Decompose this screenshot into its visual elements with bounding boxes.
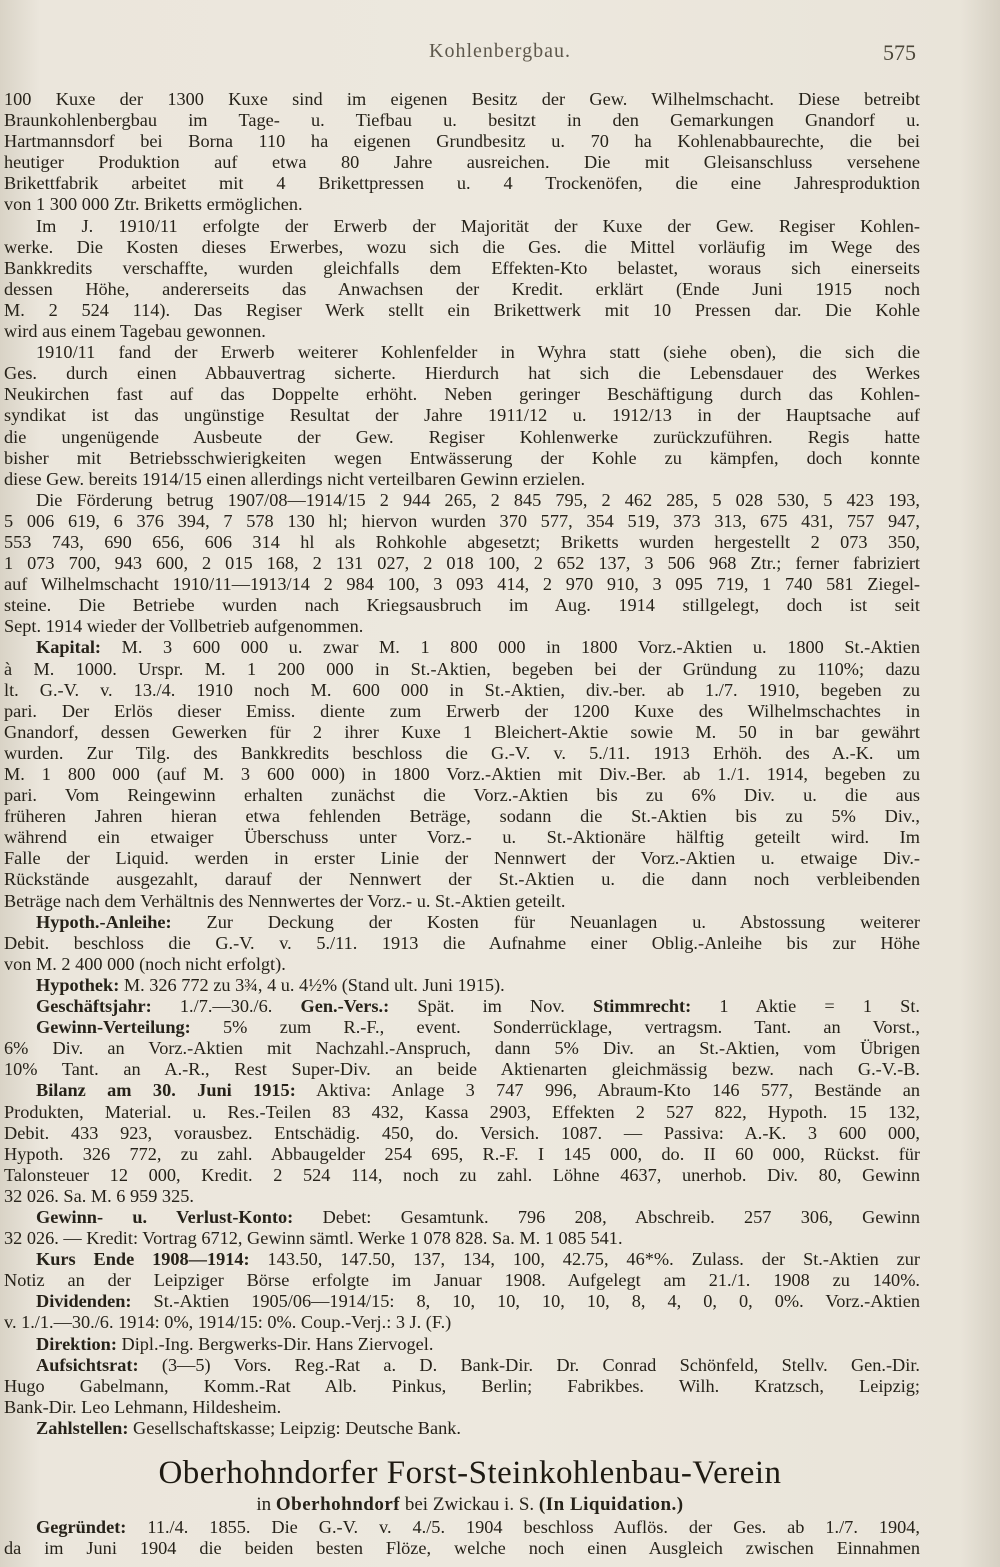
text-segment: Gesellschaftskasse; Leipzig: Deutsche Bank.: [128, 1417, 461, 1438]
section-spacer: [0, 1439, 1000, 1451]
text-line: M. 1 800 000 (auf M. 3 600 000) in 1800 Vorz.-Aktien mit Div.-Ber. ab 1./1. 1914, begeben zu: [4, 764, 920, 784]
section-label-kapital: Kapital:: [36, 637, 102, 658]
text-line: von M. 2 400 000 (noch nicht erfolgt).: [4, 953, 286, 974]
text-line: steine. Die Betriebe wurden nach Kriegsausbruch im Aug. 1914 stillgelegt, doch ist seit: [4, 595, 920, 616]
text-line-gewinn-verlust: [0, 1207, 1000, 1228]
text-line: bisher mit Betriebsschwierigkeiten wegen Entwässerung der Kohle zu kämpfen, doch konnte: [4, 447, 920, 468]
page-number: 575: [883, 40, 916, 65]
text-segment: Spät. im Nov.: [389, 996, 594, 1017]
text-line: Hypoth. 326 772, zu zahl. Abbaugelder 254 695, R.-F. I 145 000, do. II 60 000, Rückst. für: [4, 1143, 920, 1164]
section-label-aufsichtsrat: Aufsichtsrat:: [36, 1354, 139, 1375]
company-status: (In Liquidation.): [538, 1494, 684, 1515]
text-line: pari. Vom Reingewinn erhalten zunächst die Vorz.-Aktien bis zu 6% Div. u. die aus: [4, 785, 920, 806]
text-line: pari. Der Erlös dieser Emiss. diente zum Erwerb der 1200 Kuxe des Wilhelmschachtes in: [4, 700, 920, 721]
text-line-zahlstellen: [0, 1418, 1000, 1439]
text-segment: Dipl.-Ing. Bergwerks-Dir. Hans Ziervogel.: [116, 1333, 434, 1354]
text-line-kapital: [0, 637, 1000, 658]
text-line: Beträge nach dem Verhältnis des Nennwertes der Vorz.- u. St.-Aktien geteilt.: [4, 890, 566, 911]
text-line: 1 073 700, 943 600, 2 015 168, 2 131 027, 2 018 100, 2 652 137, 3 506 968 Ztr.; ferner fabriziert: [4, 553, 920, 574]
text-line: heutiger Produktion auf etwa 80 Jahre ausreichen. Die mit Gleisanschluss versehene: [4, 152, 920, 173]
text-line: 32 026. — Kredit: Vortrag 6712, Gewinn sämtl. Werke 1 078 828. Sa. M. 1 085 541.: [4, 1228, 623, 1249]
text-line-gewinn-verteilung: [0, 1017, 1000, 1038]
section-label-zahlstellen: Zahlstellen:: [36, 1417, 129, 1438]
section-label-gewinn-verlust: Gewinn- u. Verlust-Konto:: [36, 1206, 294, 1227]
text-line: Hugo Gabelmann, Komm.-Rat Alb. Pinkus, Berlin; Fabrikbes. Wilh. Kratzsch, Leipzig;: [4, 1375, 920, 1396]
text-line-bilanz: [0, 1080, 1000, 1101]
text-line: wurden. Zur Tilg. des Bankkredits beschloss die G.-V. v. 5./11. 1913 Erhöh. des A.-K. um: [4, 742, 920, 763]
section-label-stimmrecht: Stimmrecht:: [593, 996, 692, 1017]
text-line: Sept. 1914 wieder der Vollbetrieb aufgenommen.: [4, 616, 364, 637]
company-location: [0, 1491, 1000, 1517]
text-line: syndikat ist das ungünstige Resultat der Jahre 1911/12 u. 1912/13 in der Hauptsache auf: [4, 405, 920, 426]
text-line: 1910/11 fand der Erwerb weiterer Kohlenfelder in Wyhra statt (siehe oben), die sich die: [36, 342, 920, 363]
text-line: Talonsteuer 12 000, Kredit. 2 524 114, noch zu zahl. Löhne 4637, unerhob. Div. 80, Gewinn: [4, 1164, 920, 1185]
text-line: wird aus einem Tagebau gewonnen.: [4, 321, 266, 342]
text-line: lt. G.-V. v. 13./4. 1910 noch M. 600 000 in St.-Aktien, div.-ber. ab 1./7. 1910, begeben zu: [4, 679, 920, 700]
text-line: Debit. beschloss die G.-V. v. 5./11. 1913 die Aufnahme einer Oblig.-Anleihe bis zur Höhe: [4, 932, 920, 953]
text-line: Ges. durch einen Abbauvertrag sicherte. Hierdurch hat sich die Lebensdauer des Werkes: [4, 363, 920, 384]
text-line: von 1 300 000 Ztr. Briketts ermöglichen.: [4, 194, 303, 215]
text-line: Neukirchen fast auf das Doppelte erhöht. Neben geringer Beschäftigung durch das Kohlen-: [4, 384, 920, 405]
text-line-hypothek: [0, 975, 1000, 996]
text-segment: Aktiva: Anlage 3 747 996, Abraum-Kto 146 577, Bestände an: [295, 1080, 921, 1101]
section-label-gen-vers: Gen.-Vers.:: [300, 996, 390, 1017]
text-line: 553 743, 690 656, 606 314 hl als Rohkohle abgesetzt; Briketts wurden hergestellt 2 073 350,: [4, 531, 920, 552]
text-segment: St.-Aktien 1905/06—1914/15: 8, 10, 10, 10, 10, 8, 4, 0, 0, 0%. Vorz.-Aktien: [131, 1291, 920, 1312]
text-line-dividenden: [0, 1291, 1000, 1312]
text-line: Rückstände ausgezahlt, darauf der Nennwert der St.-Aktien u. die dann noch verbleibenden: [4, 869, 920, 890]
text-line: diese Gew. bereits 1914/15 einen allerdings nicht verteilbaren Gewinn erzielen.: [4, 468, 586, 489]
text-line: da im Juni 1904 die beiden besten Flöze, welche noch einen Ausgleich zwischen Einnahmen: [4, 1538, 920, 1559]
text-line-direktion: [0, 1334, 1000, 1355]
text-line: Debit. 433 923, vorausbez. Entschädig. 450, do. Versich. 1087. — Passiva: A.-K. 3 600 000,: [4, 1122, 920, 1143]
section-label-gegruendet: Gegründet:: [36, 1517, 127, 1537]
text-segment: Zur Deckung der Kosten für Neuanlagen u. Abstossung weiterer: [171, 911, 920, 932]
section-label-gewinn-verteilung: Gewinn-Verteilung:: [36, 1017, 191, 1038]
text-segment: 11./4. 1855. Die G.-V. v. 4./5. 1904 beschloss Auflös. der Ges. ab 1./7. 1904,: [126, 1517, 920, 1537]
text-line: während ein etwaiger Überschuss unter Vorz.- u. St.-Aktionäre hälftig geteilt wird. Im: [4, 827, 920, 848]
text-segment: Debet: Gesamtunk. 796 208, Abschreib. 257 306, Gewinn: [293, 1206, 921, 1227]
company-title: Oberhohndorfer Forst-Steinkohlenbau-Verein: [158, 1455, 782, 1491]
text-segment: 1./7.—30./6.: [151, 996, 301, 1017]
text-line: Falle der Liquid. werden in erster Linie der Nennwert der Vorz.-Aktien u. etwaige Div.-: [4, 848, 920, 869]
text-segment: 143.50, 147.50, 137, 134, 100, 42.75, 46*%. Zulass. der St.-Aktien zur: [249, 1249, 920, 1270]
text-segment: M. 3 600 000 u. zwar M. 1 800 000 in 1800 Vorz.-Aktien u. 1800 St.-Aktien: [101, 637, 920, 658]
text-line: 5 006 619, 6 376 394, 7 578 130 hl; hiervon wurden 370 577, 354 519, 373 313, 675 431, 757 947,: [4, 510, 920, 531]
section-label-kurs: Kurs Ende 1908—1914:: [36, 1249, 250, 1270]
section-label-bilanz: Bilanz am 30. Juni 1915:: [36, 1080, 296, 1101]
text-line: Bank-Dir. Leo Lehmann, Hildesheim.: [4, 1396, 282, 1417]
text-segment: 1 Aktie = 1 St.: [691, 996, 920, 1017]
text-line: auf Wilhelmschacht 1910/11—1913/14 2 984 100, 3 093 414, 2 970 910, 3 095 719, 1 740 581 Ziegel-: [4, 574, 920, 595]
section-label-hypothek: Hypothek:: [36, 974, 120, 995]
text-line: 100 Kuxe der 1300 Kuxe sind im eigenen Besitz der Gew. Wilhelmschacht. Diese betreibt: [4, 89, 920, 109]
running-head: Kohlenbergbau.: [429, 40, 571, 62]
text-line-kurs: [0, 1249, 1000, 1270]
text-line: 32 026. Sa. M. 6 959 325.: [4, 1185, 194, 1206]
text-segment: 5% zum R.-F., event. Sonderrücklage, vertragsm. Tant. an Vorst.,: [190, 1017, 920, 1038]
text-segment: (3—5) Vors. Reg.-Rat a. D. Bank-Dir. Dr. Conrad Schönfeld, Stellv. Gen.-Dir.: [138, 1354, 920, 1375]
text-segment: in: [256, 1494, 276, 1515]
text-line: M. 2 524 114). Das Regiser Werk stellt ein Brikettwerk mit 10 Pressen dar. Die Kohle: [4, 299, 920, 320]
text-line: 10% Tant. an A.-R., Rest Super-Div. an beide Aktienarten gleichmässig bezw. nach G.-V.-B.: [4, 1059, 920, 1080]
text-segment: M. 326 772 zu 3¾, 4 u. 4½% (Stand ult. Juni 1915).: [119, 974, 505, 995]
text-line-geschaeftsjahr: [0, 996, 1000, 1017]
text-line: Produkten, Material. u. Res.-Teilen 83 432, Kassa 2903, Effekten 2 527 822, Hypoth. 15 132,: [4, 1101, 920, 1122]
text-line: 6% Div. an Vorz.-Aktien mit Nachzahl.-Anspruch, dann 5% Div. an St.-Aktien, vom Übrigen: [4, 1038, 920, 1059]
text-line: Gnandorf, dessen Gewerken für 2 ihrer Kuxe 1 Bleichert-Aktie sowie M. 50 in bar gewährt: [4, 721, 920, 742]
text-line: Hartmannsdorf bei Borna 110 ha eigenen Grundbesitz u. 70 ha Kohlenabbaurechte, die bei: [4, 131, 920, 152]
text-line-hypoth-anleihe: [0, 912, 1000, 933]
text-line: Notiz an der Leipziger Börse erfolgte im Januar 1908. Aufgelegt am 21./1. 1908 zu 140%.: [4, 1270, 920, 1291]
text-line: v. 1./1.—30./6. 1914: 0%, 1914/15: 0%. Coup.-Verj.: 3 J. (F.): [4, 1312, 452, 1333]
text-line: früheren Jahren hieran etwa fehlenden Beträge, sodann die St.-Aktien bis zu 5% Div.,: [4, 806, 920, 827]
text-line-gegruendet: [0, 1517, 1000, 1538]
article-body: [0, 89, 1000, 1559]
text-line: Die Förderung betrug 1907/08—1914/15 2 944 265, 2 845 795, 2 462 285, 5 028 530, 5 423 193,: [36, 489, 920, 510]
section-label-geschaeftsjahr: Geschäftsjahr:: [36, 996, 152, 1017]
section-label-dividenden: Dividenden:: [36, 1291, 132, 1312]
text-line: à M. 1000. Urspr. M. 1 200 000 in St.-Aktien, begeben bei der Gründung zu 110%; dazu: [4, 658, 920, 679]
text-line: Im J. 1910/11 erfolgte der Erwerb der Majorität der Kuxe der Gew. Regiser Kohlen-: [36, 215, 920, 236]
text-line-aufsichtsrat: [0, 1355, 1000, 1376]
text-line: Bankkredits verschaffte, wurden gleichfalls dem Effekten-Kto belastet, woraus sich einerseits: [4, 257, 920, 278]
company-town: Oberhohndorf: [275, 1494, 401, 1515]
page-header: [0, 40, 1000, 80]
text-line: Braunkohlenbergbau im Tage- u. Tiefbau u. besitzt in den Gemarkungen Gnandorf u.: [4, 110, 920, 131]
text-segment: bei Zwickau i. S.: [400, 1494, 539, 1515]
text-line: dessen Höhe, andererseits das Anwachsen der Kredit. erklärt (Ende Juni 1915 noch: [4, 278, 920, 299]
text-line: werke. Die Kosten dieses Erwerbes, wozu sich die Ges. die Mittel vorläufig im Wege des: [4, 236, 920, 257]
text-line: die ungenügende Ausbeute der Gew. Regiser Kohlenwerke zurückzuführen. Regis hatte: [4, 426, 920, 447]
text-line: Brikettfabrik arbeitet mit 4 Brikettpressen u. 4 Trockenöfen, die eine Jahresproduktion: [4, 173, 920, 194]
section-label-direktion: Direktion:: [36, 1333, 117, 1354]
section-label-hypoth-anleihe: Hypoth.-Anleihe:: [36, 911, 172, 932]
